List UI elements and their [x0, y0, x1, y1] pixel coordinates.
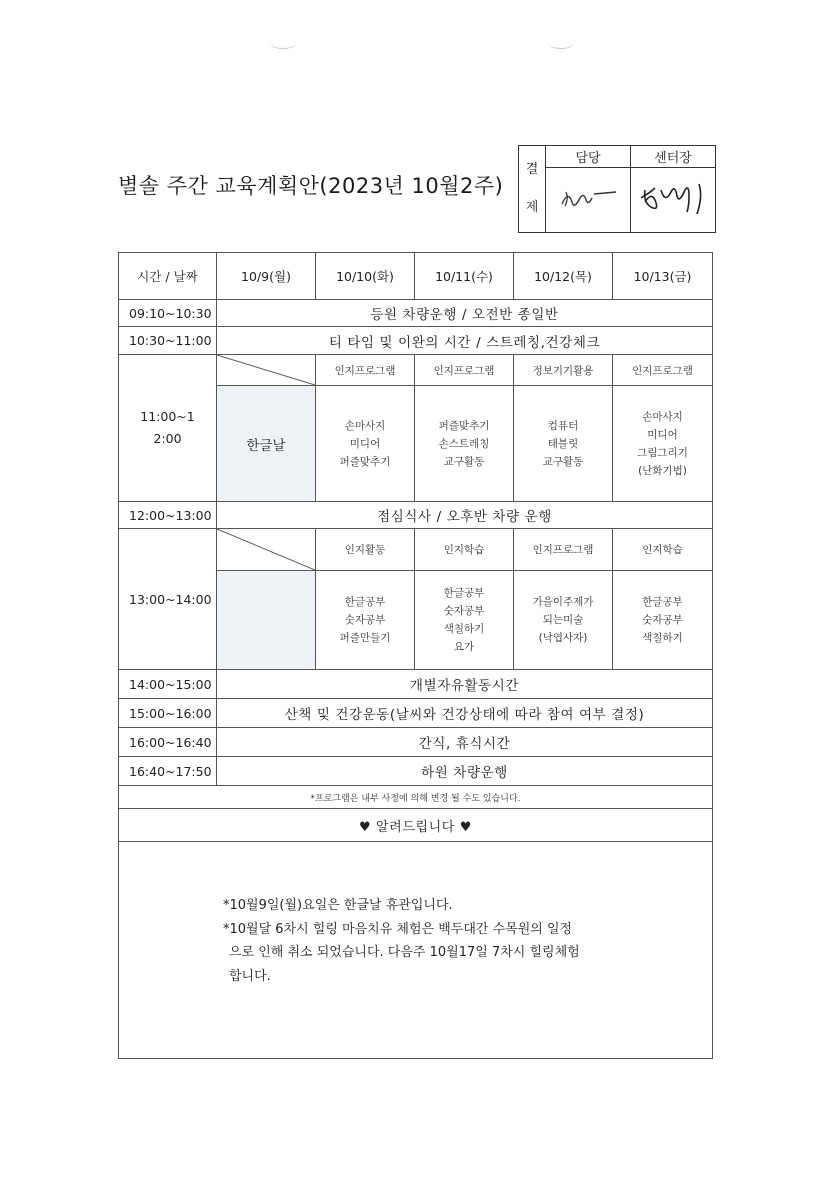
approval-col-director: 센터장 — [631, 146, 716, 168]
slot-row — [119, 728, 713, 757]
slot-row — [119, 502, 713, 529]
diagonal-empty-cell — [217, 355, 316, 386]
director-signature — [631, 168, 716, 233]
activities-fri: 손마사지 미디어 그림그리기 (난화기법) — [613, 386, 713, 502]
notice-line: 으로 인해 취소 되었습니다. 다음주 10월17일 7차시 힐링체험 — [229, 945, 580, 960]
header-day-tue: 10/10(화) — [316, 253, 415, 300]
punch-hole-left — [270, 38, 296, 49]
slot-row — [119, 300, 713, 327]
slot-time: 11:00~1 2:00 — [119, 355, 217, 502]
slot-row — [119, 327, 713, 355]
program-change-note: *프로그램은 내부 사정에 의해 변경 될 수도 있습니다. — [119, 786, 713, 809]
slot-activity: 등원 차량운행 / 오전반 종일반 — [217, 300, 713, 327]
program-label: 인지프로그램 — [415, 355, 514, 386]
notice-body — [119, 842, 713, 1059]
slot-time: 12:00~13:00 — [119, 502, 217, 529]
footnote-row — [119, 786, 713, 809]
slot-row — [119, 757, 713, 786]
slot-row — [119, 670, 713, 699]
header-day-wed: 10/11(수) — [415, 253, 514, 300]
slot-time: 15:00~16:00 — [119, 699, 217, 728]
program-label: 인지학습 — [415, 529, 514, 571]
program-label: 인지프로그램 — [613, 355, 713, 386]
program-label: 인지활동 — [316, 529, 415, 571]
slot-time: 16:40~17:50 — [119, 757, 217, 786]
program-label: 인지학습 — [613, 529, 713, 571]
manager-signature — [546, 168, 631, 233]
header-day-thu: 10/12(목) — [514, 253, 613, 300]
slot-activity: 간식, 휴식시간 — [217, 728, 713, 757]
holiday-cell: 한글날 — [217, 386, 316, 502]
slot-time: 13:00~14:00 — [119, 529, 217, 670]
activities-wed: 한글공부 숫자공부 색칠하기 요가 — [415, 571, 514, 670]
approval-col-manager: 담당 — [546, 146, 631, 168]
page-title: 별솔 주간 교육계획안(2023년 10월2주) — [118, 174, 504, 198]
punch-hole-right — [548, 38, 574, 49]
activities-wed: 퍼즐맞추기 손스트레칭 교구활동 — [415, 386, 514, 502]
header-time-day: 시간 / 날짜 — [119, 253, 217, 300]
slot-time: 10:30~11:00 — [119, 327, 217, 355]
slot-activity: 점심식사 / 오후반 차량 운행 — [217, 502, 713, 529]
activities-tue: 한글공부 숫자공부 퍼즐만들기 — [316, 571, 415, 670]
approval-side-label: 결 제 — [519, 146, 546, 233]
slot-activity: 산책 및 건강운동(날씨와 건강상태에 따라 참여 여부 결정) — [217, 699, 713, 728]
diagonal-empty-cell — [217, 529, 316, 571]
slot-activity: 하원 차량운행 — [217, 757, 713, 786]
slot-time: 16:00~16:40 — [119, 728, 217, 757]
program-label: 인지프로그램 — [514, 529, 613, 571]
activities-thu: 컴퓨터 태블릿 교구활동 — [514, 386, 613, 502]
slot-activity: 티 타임 및 이완의 시간 / 스트레칭,건강체크 — [217, 327, 713, 355]
header-day-mon: 10/9(월) — [217, 253, 316, 300]
weekly-schedule-table — [118, 252, 713, 1059]
program-label: 인지프로그램 — [316, 355, 415, 386]
program-row — [119, 355, 713, 386]
notice-line: 합니다. — [229, 968, 271, 984]
notice-line: *10월9일(월)요일은 한글날 휴관입니다. — [223, 898, 453, 913]
activities-tue: 손마사지 미디어 퍼즐맞추기 — [316, 386, 415, 502]
activities-thu: 가을이주제가 되는미술 (낙엽사자) — [514, 571, 613, 670]
activities-fri: 한글공부 숫자공부 색칠하기 — [613, 571, 713, 670]
approval-box — [518, 145, 716, 233]
shaded-empty-cell — [217, 571, 316, 670]
slot-row — [119, 699, 713, 728]
slot-time: 14:00~15:00 — [119, 670, 217, 699]
header-day-fri: 10/13(금) — [613, 253, 713, 300]
slot-time: 09:10~10:30 — [119, 300, 217, 327]
notice-line: *10월달 6차시 힐링 마음치유 체험은 백두대간 수목원의 일정 — [223, 921, 573, 937]
notice-heading-row — [119, 809, 713, 842]
header-row — [119, 253, 713, 300]
notice-heading: ♥ 알려드립니다 ♥ — [119, 809, 713, 842]
program-label: 정보기기활용 — [514, 355, 613, 386]
program-row — [119, 529, 713, 571]
slot-activity: 개별자유활동시간 — [217, 670, 713, 699]
notice-body-row — [119, 842, 713, 1059]
